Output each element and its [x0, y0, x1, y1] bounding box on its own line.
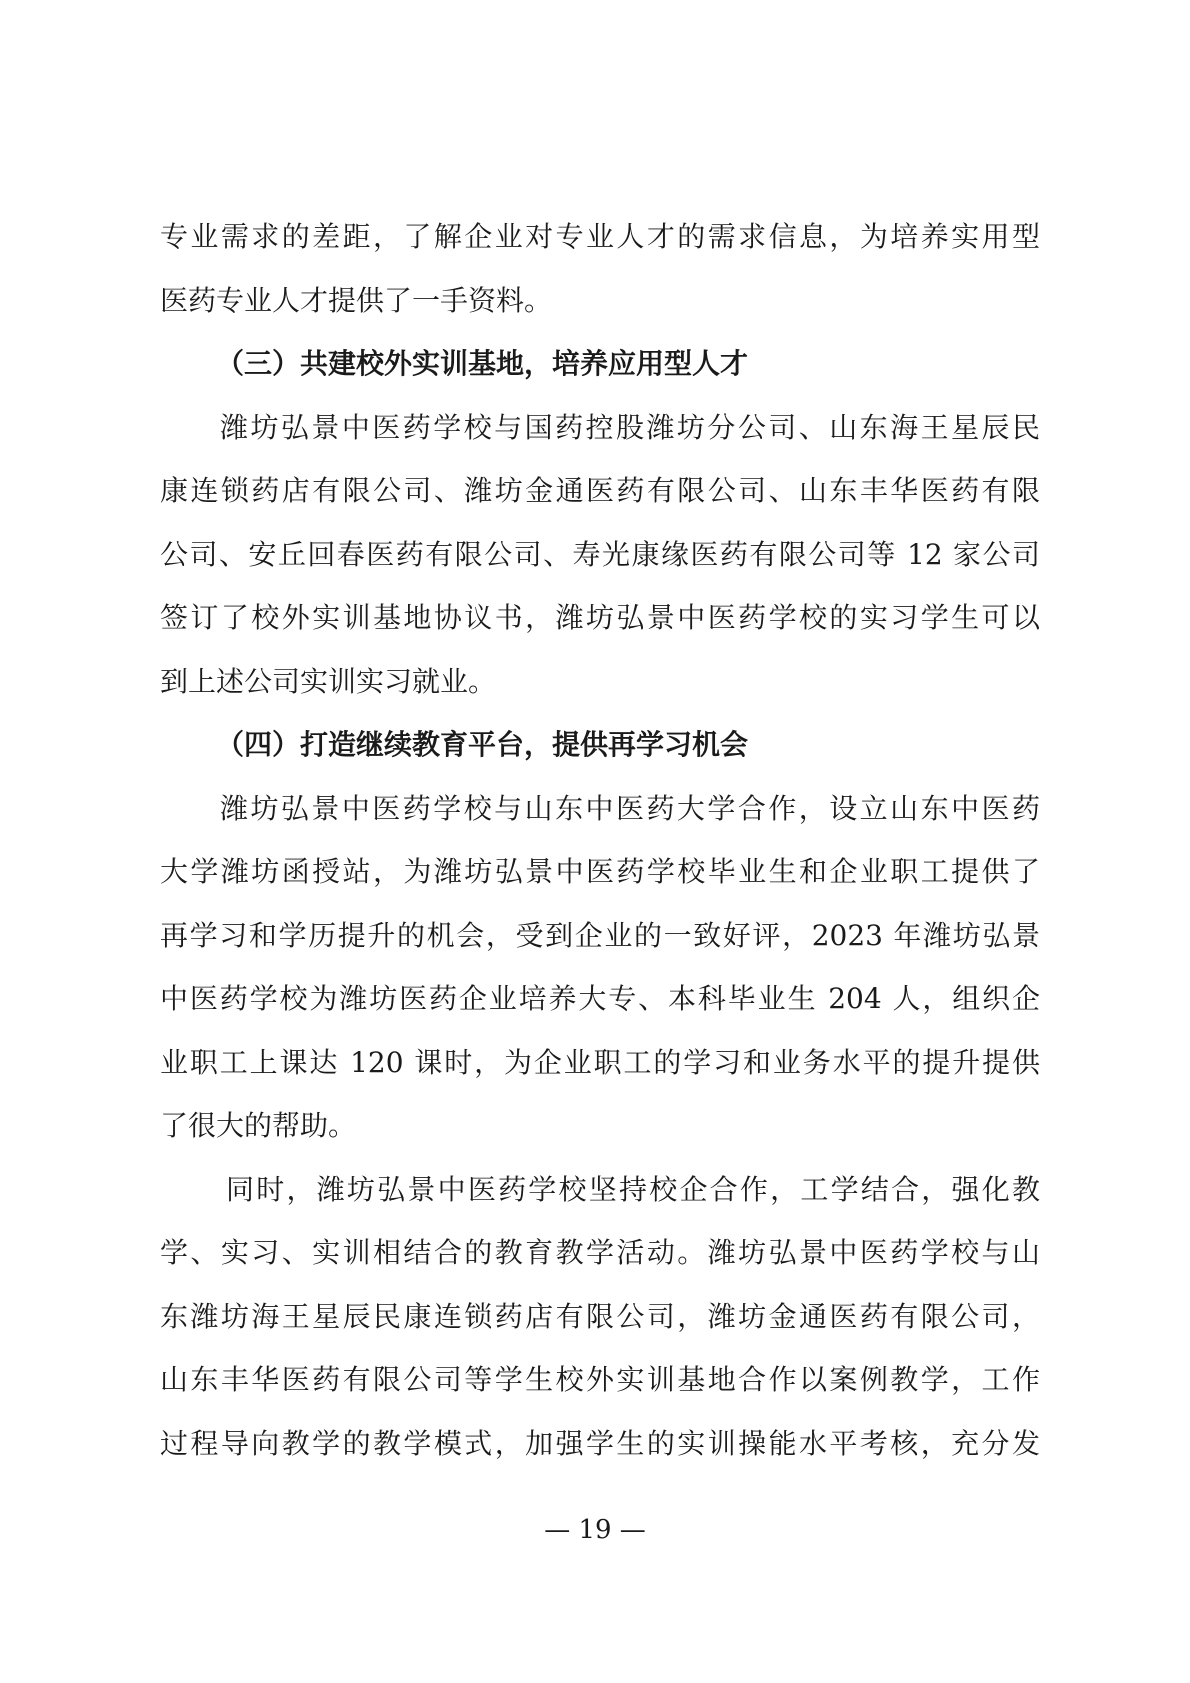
paragraph-line: 同时，潍坊弘景中医药学校坚持校企合作，工学结合，强化教 [226, 1172, 1040, 1206]
document-body [160, 205, 1040, 1475]
paragraph-line: 潍坊弘景中医药学校与山东中医药大学合作，设立山东中医药 [220, 791, 1040, 825]
paragraph-line: 专业需求的差距，了解企业对专业人才的需求信息，为培养实用型 [160, 220, 1040, 253]
paragraph-line: 公司、安丘回春医药有限公司、寿光康缘医药有限公司等 12 家公司 [160, 537, 1040, 571]
paragraph-line: 再学习和学历提升的机会，受到企业的一致好评，2023 年潍坊弘景 [160, 918, 1040, 952]
paragraph-line: 业职工上课达 120 课时，为企业职工的学习和业务水平的提升提供 [160, 1045, 1040, 1079]
paragraph-line: 了很大的帮助。 [160, 1109, 357, 1142]
section-heading: （四）打造继续教育平台，提供再学习机会 [216, 728, 749, 761]
paragraph-line: 医药专业人才提供了一手资料。 [160, 283, 553, 317]
paragraph-line: 潍坊弘景中医药学校与国药控股潍坊分公司、山东海王星辰民 [220, 410, 1040, 444]
paragraph-line: 东潍坊海王星辰民康连锁药店有限公司，潍坊金通医药有限公司， [160, 1299, 1040, 1333]
paragraph-line: 学、实习、实训相结合的教育教学活动。潍坊弘景中医药学校与山 [160, 1236, 1040, 1269]
paragraph-line: 大学潍坊函授站，为潍坊弘景中医药学校毕业生和企业职工提供了 [160, 855, 1040, 888]
paragraph-line: 签订了校外实训基地协议书，潍坊弘景中医药学校的实习学生可以 [160, 601, 1040, 634]
section-heading: （三）共建校外实训基地，培养应用型人才 [216, 347, 749, 380]
paragraph-line: 过程导向教学的教学模式，加强学生的实训操能水平考核，充分发 [160, 1426, 1040, 1460]
paragraph-line: 到上述公司实训实习就业。 [160, 664, 497, 698]
paragraph-line: 康连锁药店有限公司、潍坊金通医药有限公司、山东丰华医药有限 [160, 474, 1040, 507]
paragraph-line: 山东丰华医药有限公司等学生校外实训基地合作以案例教学，工作 [160, 1363, 1040, 1396]
paragraph-line: 中医药学校为潍坊医药企业培养大专、本科毕业生 204 人，组织企 [160, 982, 1040, 1015]
page-number: — 19 — [544, 1515, 646, 1545]
